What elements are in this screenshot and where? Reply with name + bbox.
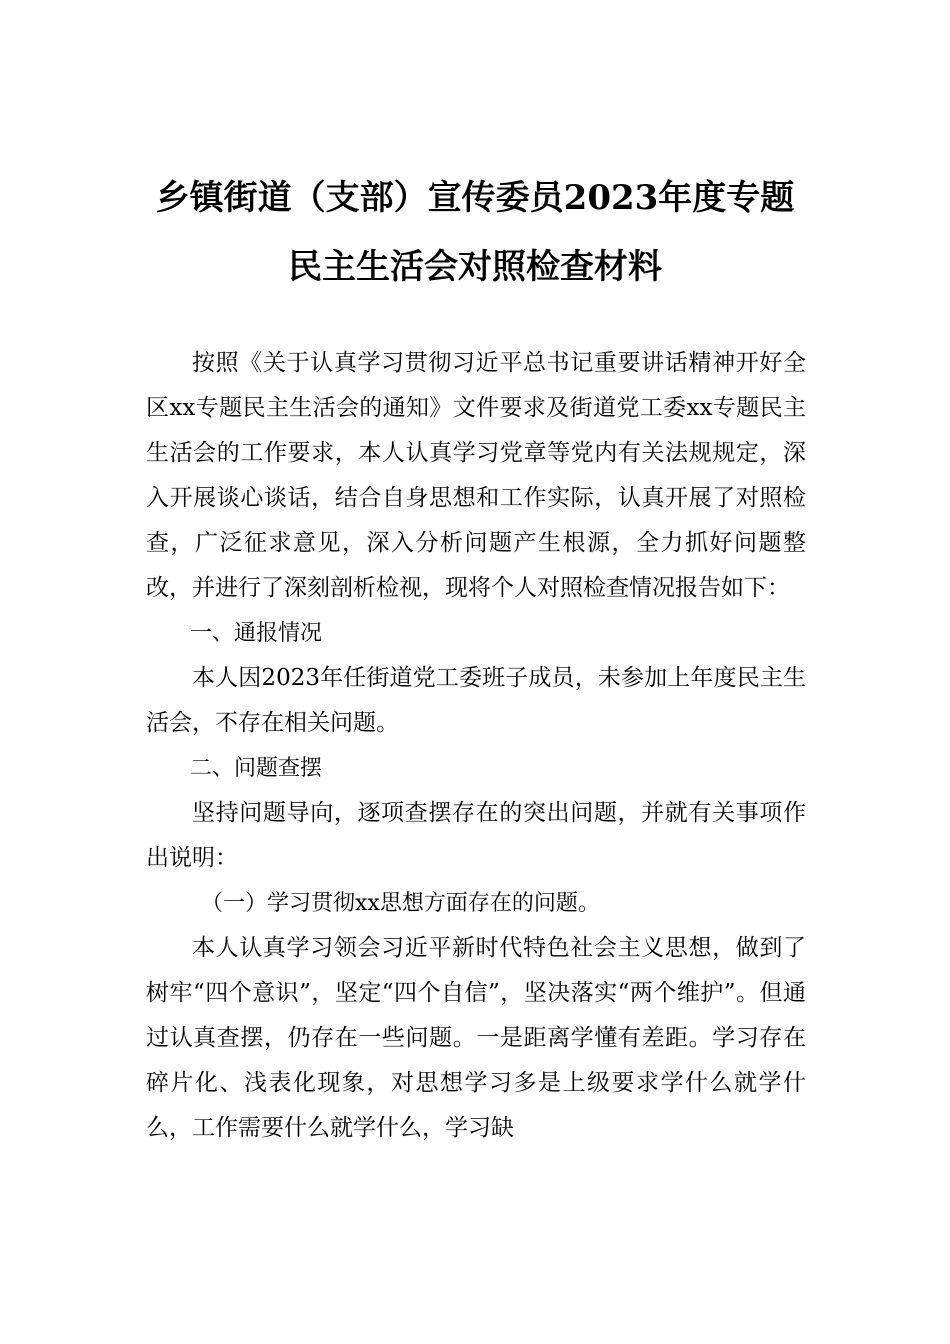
section-1-heading: 一、通报情况 [190,621,323,646]
intro-paragraph: 按照《关于认真学习贯彻习近平总书记重要讲话精神开好全区xx专题民主生活会的通知》文件要求及街道党工委xx专题民主生活会的工作要求，本人认真学习党章等党内有关法规规定，深入开展谈心谈话，结合自身思想和工作实际，认真开展了对照检查，广泛征求意见，深入分析问题产生根源，全力抓好问题整改，并进行了深刻剖析检视，现将个人对照检查情况报告如下： [146,350,806,601]
subsection-1-paragraph: 本人认真学习领会习近平新时代特色社会主义思想，做到了树牢“四个意识”，坚定“四个自信”，坚决落实“两个维护”。但通过认真查摆，仍存在一些问题。一是距离学懂有差距。学习存在碎片化、浅表化现象，对思想学习多是上级要求学什么就学什么，工作需要什么就学什么，学习缺 [146,935,806,1141]
subsection-1-heading: （一）学习贯彻xx思想方面存在的问题。 [201,891,600,916]
document-body [146,341,806,1151]
document-title-line-2: 民主生活会对照检查材料 [288,247,662,287]
document-title-line-1: 乡镇街道（支部）宣传委员2023年度专题 [155,178,795,218]
section-2-heading: 二、问题查摆 [190,756,323,781]
section-2-paragraph: 坚持问题导向，逐项查摆存在的突出问题，并就有关事项作出说明： [146,800,806,871]
section-1-paragraph: 本人因2023年任街道党工委班子成员，未参加上年度民主生活会，不存在相关问题。 [146,665,806,736]
